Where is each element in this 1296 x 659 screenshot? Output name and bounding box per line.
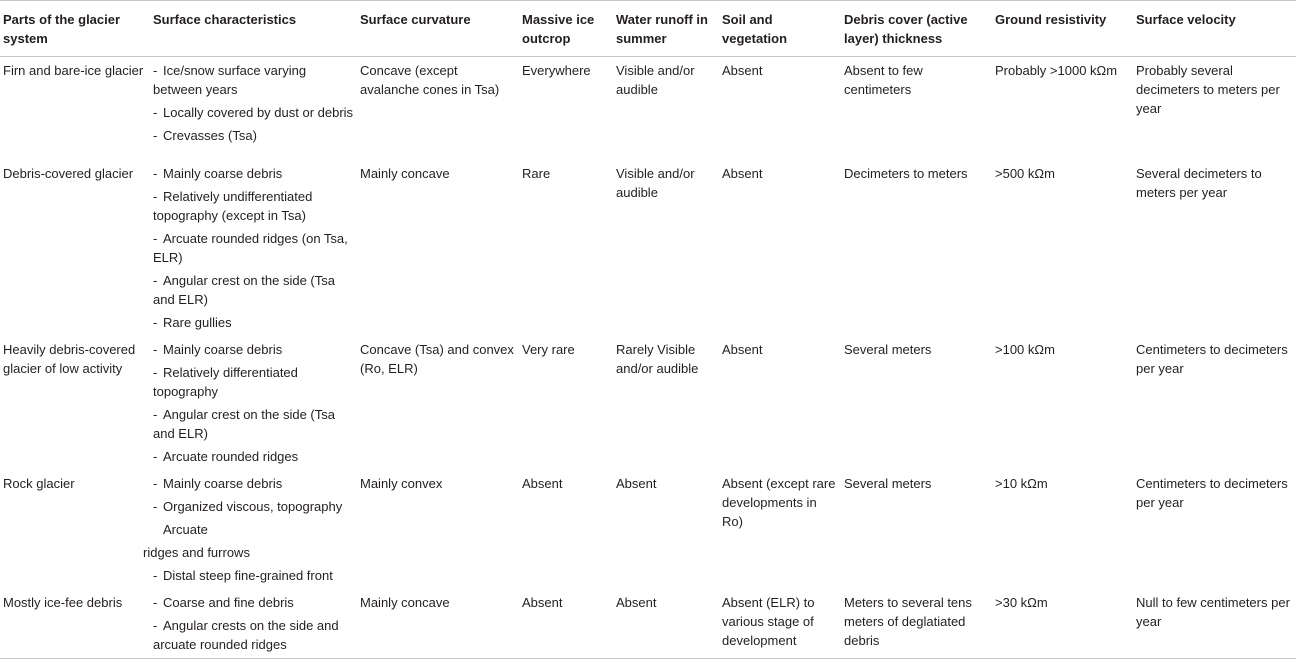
cell-soil: Absent <box>722 165 763 181</box>
trait-item: - Arcuate rounded ridges <box>153 448 299 464</box>
cell-debris: Absent to few centimeters <box>844 63 923 97</box>
header-surface-velocity: Surface velocity <box>1133 1 1296 57</box>
cell-resistivity: >30 kΩm <box>992 589 1133 659</box>
cell-traits <box>150 336 357 470</box>
cell-traits <box>150 160 357 336</box>
trait-item: - Angular crest on the side (Tsa and ELR) <box>153 272 335 307</box>
cell-curvature: Mainly concave <box>357 589 519 659</box>
trait-item: - Mainly coarse debris <box>153 165 283 181</box>
cell-traits <box>143 470 357 589</box>
traits-list <box>153 164 354 332</box>
table-row <box>0 57 1296 160</box>
cell-soil: Absent <box>722 63 763 78</box>
cell-traits <box>150 589 357 659</box>
trait-item: - Locally covered by dust or debris <box>153 105 354 120</box>
cell-ice: Rare <box>522 165 551 181</box>
cell-debris: Decimeters to meters <box>844 165 968 181</box>
cell-debris: Meters to several tens meters of deglatiated debris <box>841 589 992 659</box>
cell-debris: Several meters <box>844 475 932 491</box>
header-surface-curvature: Surface curvature <box>357 1 519 57</box>
cell-runoff: Visible and/or audible <box>616 63 695 97</box>
header-parts: Parts of the glacier system <box>0 1 150 57</box>
cell-soil: Absent <box>722 341 763 357</box>
cell-runoff: Rarely Visible and/or audible <box>616 341 699 376</box>
trait-item: Arcuate <box>163 521 208 537</box>
cell-part: Heavily debris-covered glacier of low activity <box>3 341 136 376</box>
table-body <box>0 57 1296 659</box>
trait-item: - Organized viscous, topography <box>153 498 343 514</box>
cell-curvature: Mainly convex <box>360 475 443 491</box>
cell-ice: Very rare <box>522 341 575 357</box>
cell-runoff: Absent <box>613 589 719 659</box>
trait-item: - Angular crest on the side (Tsa and ELR) <box>153 406 335 441</box>
traits-list <box>153 340 354 466</box>
table-header <box>0 1 1296 57</box>
header-water-runoff: Water runoff in summer <box>613 1 719 57</box>
cell-runoff: Absent <box>616 475 657 491</box>
trait-item: ridges and furrows <box>143 544 250 560</box>
table-row <box>0 589 1296 659</box>
cell-velocity: Centimeters to decimeters per year <box>1136 475 1288 510</box>
cell-part: Firn and bare-ice glacier <box>3 63 144 78</box>
cell-velocity: Probably several decimeters to meters per year <box>1136 63 1280 116</box>
header-soil-vegetation: Soil and vegetation <box>719 1 841 57</box>
cell-ice: Everywhere <box>522 63 591 78</box>
traits-list <box>143 474 354 585</box>
header-ground-resistivity: Ground resistivity <box>992 1 1133 57</box>
cell-traits <box>150 57 357 160</box>
trait-item: - Distal steep fine-grained front <box>153 567 333 583</box>
cell-part: Rock glacier <box>3 475 75 491</box>
cell-runoff: Visible and/or audible <box>616 165 695 200</box>
cell-ice: Absent <box>519 589 613 659</box>
cell-part: Mostly ice-fee debris <box>0 589 150 659</box>
trait-item: - Coarse and fine debris <box>153 594 294 610</box>
cell-resistivity: >500 kΩm <box>995 165 1055 181</box>
header-massive-ice-outcrop: Massive ice outcrop <box>519 1 613 57</box>
cell-velocity: Centimeters to decimeters per year <box>1136 341 1288 376</box>
trait-item: - Crevasses (Tsa) <box>153 128 257 143</box>
cell-curvature: Concave (Tsa) and convex (Ro, ELR) <box>360 341 514 376</box>
trait-item: - Mainly coarse debris <box>153 475 283 491</box>
trait-item: - Rare gullies <box>153 314 232 330</box>
trait-item: - Relatively undifferentiated topography (except in Tsa) <box>153 188 313 223</box>
table-row <box>0 470 1296 589</box>
traits-list <box>153 593 354 654</box>
cell-curvature: Concave (except avalanche cones in Tsa) <box>360 63 500 97</box>
table-row <box>0 336 1296 470</box>
header-surface-characteristics: Surface characteristics <box>150 1 357 57</box>
cell-ice: Absent <box>522 475 563 491</box>
table-row <box>0 160 1296 336</box>
header-debris-cover: Debris cover (active layer) thickness <box>841 1 992 57</box>
header-row <box>0 1 1296 57</box>
traits-list <box>153 61 354 145</box>
trait-item: - Mainly coarse debris <box>153 341 283 357</box>
cell-soil: Absent (except rare developments in Ro) <box>722 475 836 529</box>
trait-item: - Angular crests on the side and arcuate rounded ridges <box>153 617 339 652</box>
cell-part: Debris-covered glacier <box>3 165 134 181</box>
cell-resistivity: >10 kΩm <box>995 475 1048 491</box>
trait-item: - Ice/snow surface varying between years <box>153 63 307 97</box>
cell-curvature: Mainly concave <box>360 165 450 181</box>
cell-resistivity: Probably >1000 kΩm <box>995 63 1118 78</box>
cell-velocity: Several decimeters to meters per year <box>1136 165 1262 200</box>
cell-debris: Several meters <box>844 341 932 357</box>
cell-velocity: Null to few centimeters per year <box>1133 589 1296 659</box>
cell-soil: Absent (ELR) to various stage of development <box>719 589 841 659</box>
trait-item: - Relatively differentiated topography <box>153 364 298 399</box>
cell-resistivity: >100 kΩm <box>995 341 1055 357</box>
trait-item: - Arcuate rounded ridges (on Tsa, ELR) <box>153 230 348 265</box>
